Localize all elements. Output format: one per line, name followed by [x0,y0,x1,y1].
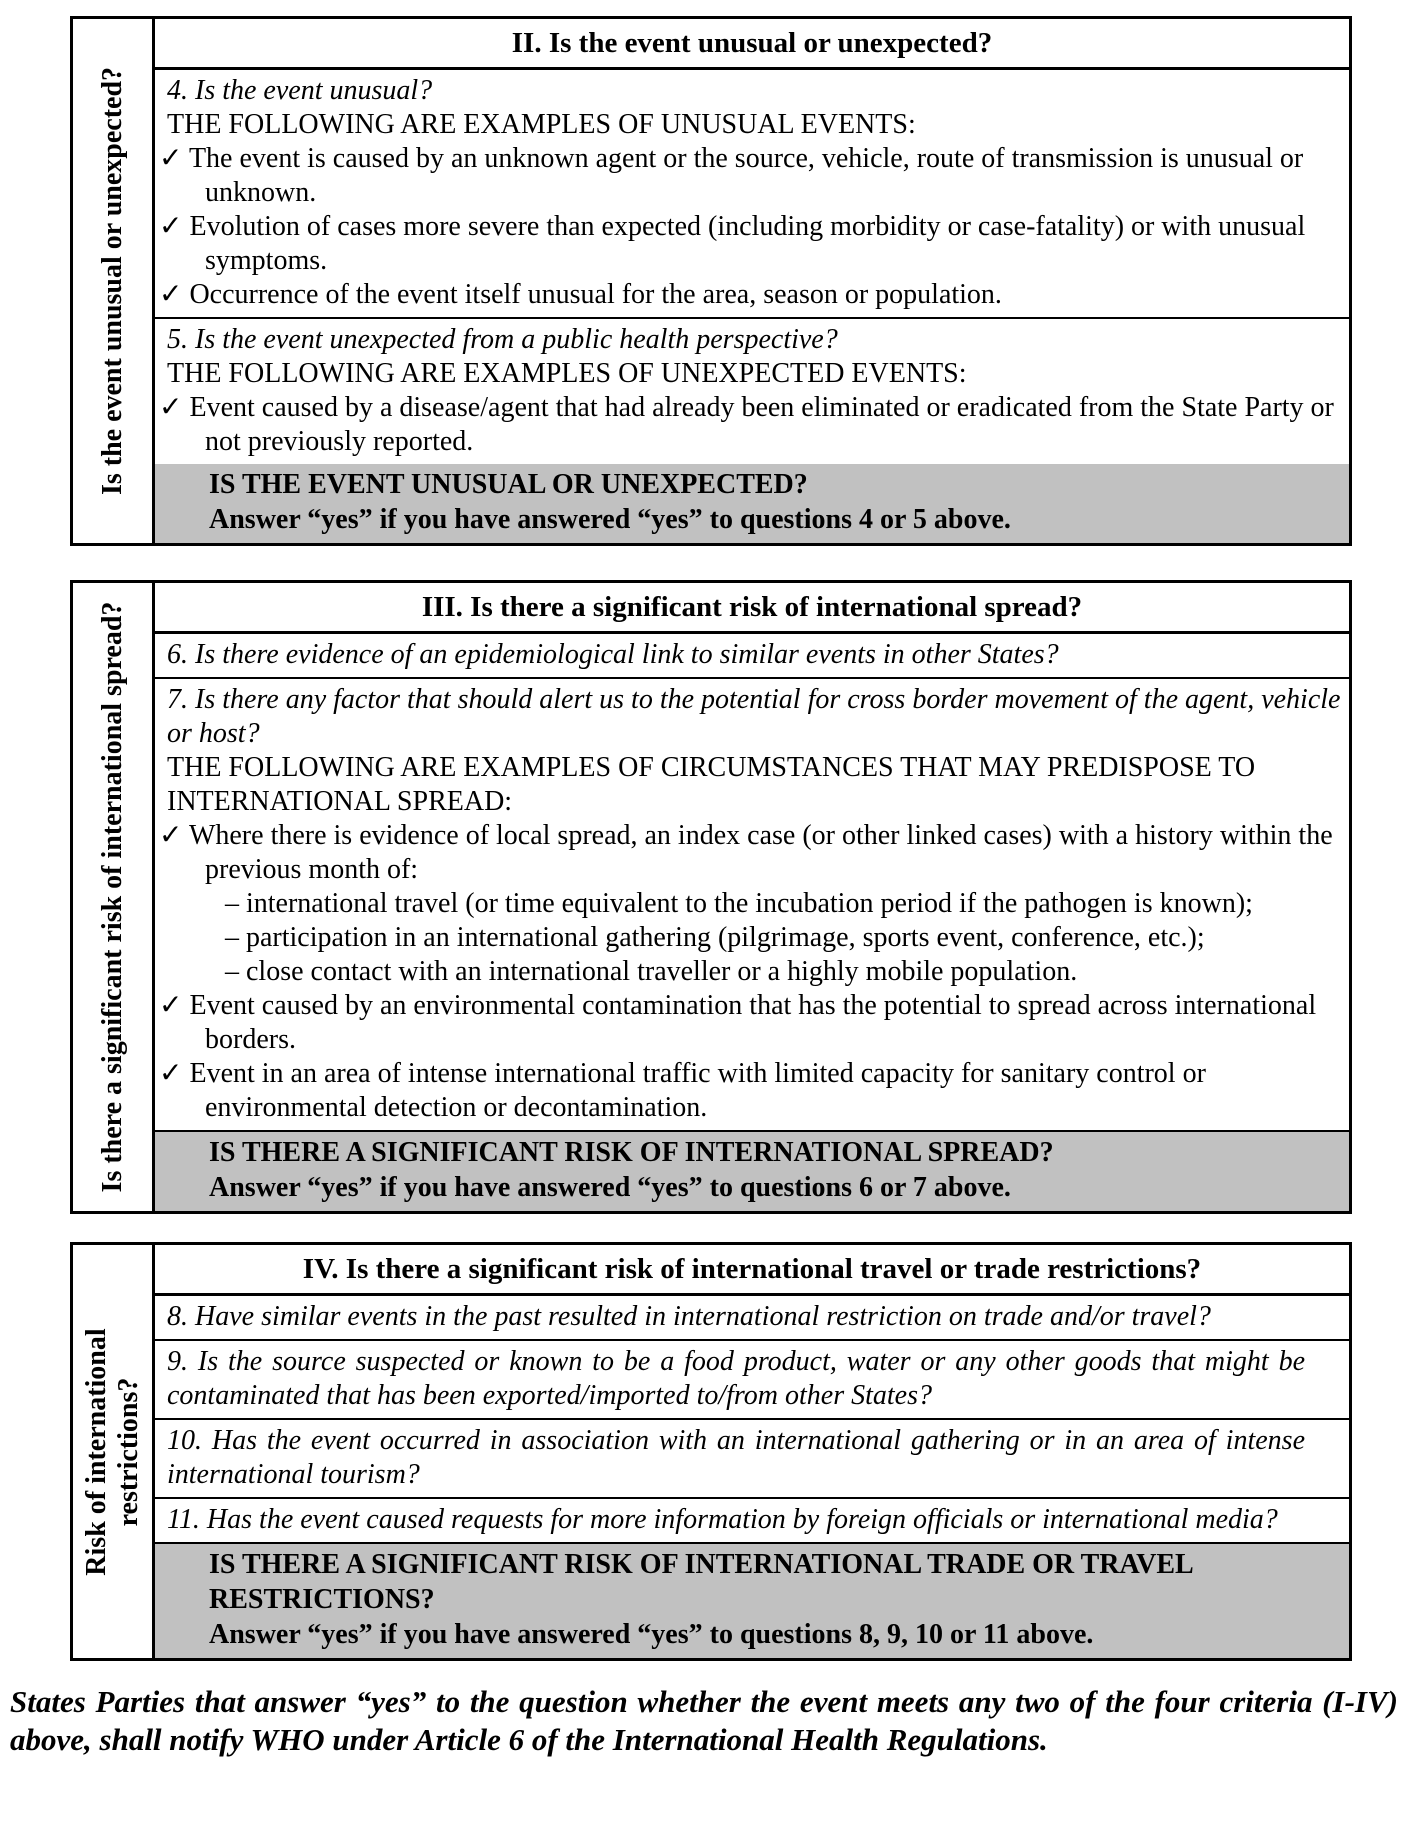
question-10-row [155,1418,1349,1497]
question-10-text: 10. Has the event occurred in association with an international gathering or in an area of intense international tourism? [167,1425,1305,1490]
table-iv-summary-instruction: Answer “yes” if you have answered “yes” to questions 8, 9, 10 or 11 above. [209,1619,1094,1650]
question-9-row [155,1339,1349,1418]
table-iii-sidebar [73,583,155,1211]
table-iii-summary-question: IS THERE A SIGNIFICANT RISK OF INTERNATIONAL SPREAD? [209,1137,1054,1168]
unusual-example-item: ✓ Evolution of cases more severe than expected (including morbidity or case-fatality) or with unusual symptoms. [159,211,1306,276]
question-4-text: 4. Is the event unusual? [167,75,433,106]
spread-sub-item: – participation in an international gathering (pilgrimage, sports event, conference, etc.); [225,922,1205,953]
table-iv-content [155,1245,1349,1658]
table-iii-summary-instruction: Answer “yes” if you have answered “yes” to questions 6 or 7 above. [209,1172,1011,1203]
spread-example-item: ✓ Event caused by an environmental contamination that has the potential to spread across international borders. [159,990,1317,1055]
table-ii-sidebar-label: Is the event unusual or unexpected? [96,66,128,496]
spread-example-item: ✓ Where there is evidence of local spread, an index case (or other linked cases) with a history within the previous month of: [159,820,1333,885]
table-iii-summary-row [155,1130,1349,1211]
table-iv-header: IV. Is there a significant risk of international travel or trade restrictions? [155,1245,1349,1296]
spread-example-item: ✓ Event in an area of intense international traffic with limited capacity for sanitary control or environmental detection or decontamination. [159,1058,1206,1123]
table-iii-international-spread [70,580,1352,1214]
table-iii-header: III. Is there a significant risk of international spread? [155,583,1349,634]
question-9-text: 9. Is the source suspected or known to be a food product, water or any other goods that might be contaminated that has been exported/imported to/from other States? [167,1346,1305,1411]
spread-sub-item: – close contact with an international traveller or a highly mobile population. [225,956,1078,987]
unexpected-example-item: ✓ Event caused by a disease/agent that had already been eliminated or eradicated from the State Party or not previously reported. [159,392,1334,457]
question-5-text: 5. Is the event unexpected from a public health perspective? [167,324,838,355]
table-iv-summary-question: IS THERE A SIGNIFICANT RISK OF INTERNATIONAL TRADE OR TRAVEL RESTRICTIONS? [209,1549,1193,1615]
table-iv-summary-row [155,1542,1349,1658]
question-6-row [155,634,1349,677]
spread-sub-item: – international travel (or time equivalent to the incubation period if the pathogen is known); [225,888,1253,919]
table-iv-sidebar [73,1245,155,1658]
unusual-example-item: ✓ Occurrence of the event itself unusual for the area, season or population. [159,279,1002,310]
question-8-text: 8. Have similar events in the past resulted in international restriction on trade and/or travel? [167,1301,1211,1332]
table-iii-content [155,583,1349,1211]
unusual-example-item: ✓ The event is caused by an unknown agent or the source, vehicle, route of transmission is unusual or unknown. [159,143,1304,208]
table-ii-content [155,19,1349,543]
unusual-examples-heading: THE FOLLOWING ARE EXAMPLES OF UNUSUAL EVENTS: [167,109,916,140]
table-ii-summary-row [155,464,1349,543]
question-4-row [155,70,1349,317]
table-ii-summary-question: IS THE EVENT UNUSUAL OR UNEXPECTED? [209,469,808,500]
question-6-text: 6. Is there evidence of an epidemiological link to similar events in other States? [167,639,1059,670]
question-5-row [155,317,1349,464]
question-7-row [155,677,1349,1130]
table-ii-header: II. Is the event unusual or unexpected? [155,19,1349,70]
question-11-row [155,1497,1349,1542]
table-iv-travel-trade-restrictions [70,1242,1352,1661]
question-8-row [155,1296,1349,1339]
table-ii-unusual-or-unexpected [70,16,1352,546]
spread-examples-heading: THE FOLLOWING ARE EXAMPLES OF CIRCUMSTANCES THAT MAY PREDISPOSE TO INTERNATIONAL SPREAD: [167,752,1256,817]
table-ii-summary-instruction: Answer “yes” if you have answered “yes” to questions 4 or 5 above. [209,504,1011,535]
table-ii-sidebar [73,19,155,543]
question-11-text: 11. Has the event caused requests for more information by foreign officials or international media? [167,1504,1278,1535]
footer-note: States Parties that answer “yes” to the question whether the event meets any two of the four criteria (I-IV) above, shall notify WHO under Article 6 of the International Health Regulations. [10,1684,1398,1757]
table-iv-sidebar-label: Risk of international restrictions? [80,1327,144,1576]
question-7-text: 7. Is there any factor that should alert us to the potential for cross border movement of the agent, vehicle or host? [167,684,1341,749]
unexpected-examples-heading: THE FOLLOWING ARE EXAMPLES OF UNEXPECTED EVENTS: [167,358,967,389]
table-iii-sidebar-label: Is there a significant risk of international spread? [96,601,128,1193]
